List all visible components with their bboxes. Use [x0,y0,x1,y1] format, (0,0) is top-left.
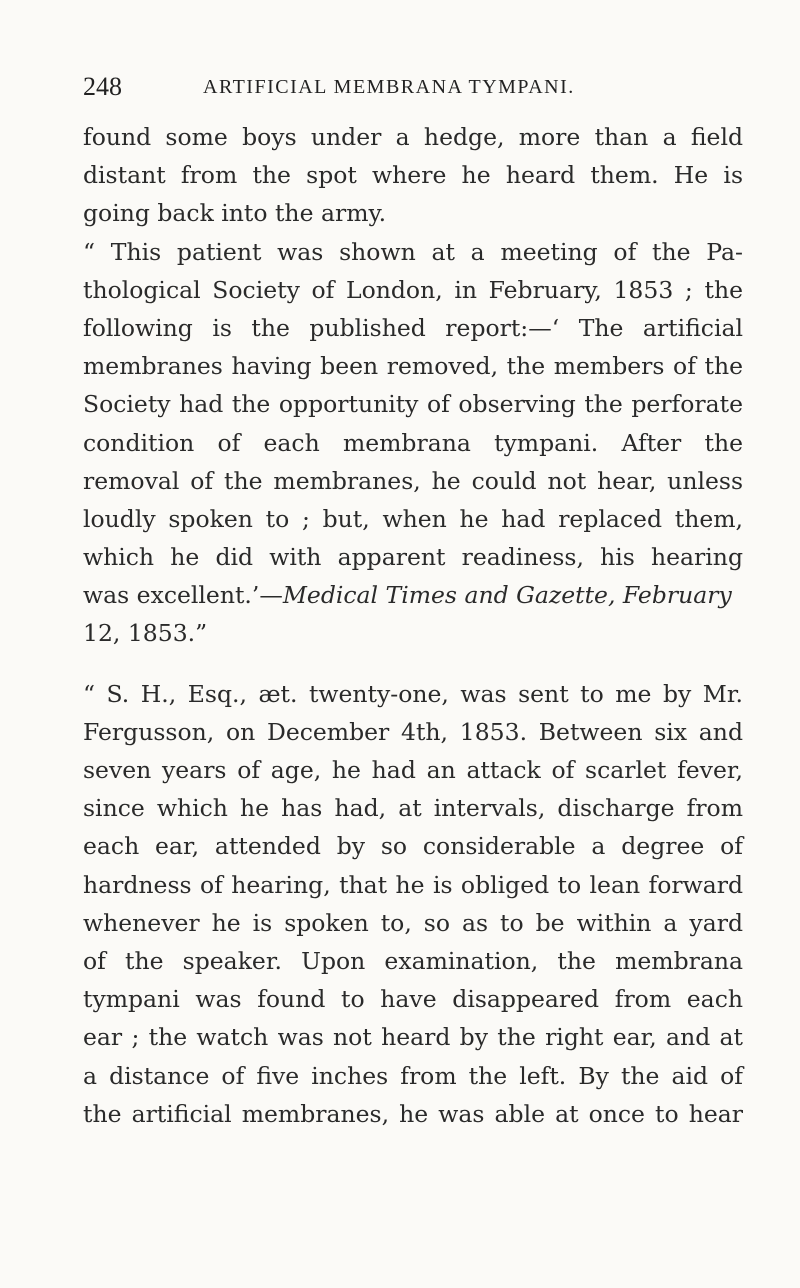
text-line: Fergusson, on December 4th, 1853. Between six and [83,717,743,746]
text-line: condition of each membrana tympani. After the [83,428,743,457]
text-line: each ear, attended by so considerable a degree of [83,832,743,861]
text-line: since which he has had, at intervals, discharge from [83,794,743,823]
text-line [83,576,743,614]
text-line: loudly spoken to ; but, when he had replaced them, [83,504,743,533]
text-line: whenever he is spoken to, so as to be within a yard [83,908,743,937]
text-line: membranes having been removed, the members of the [83,352,743,381]
running-title: ARTIFICIAL MEMBRANA TYMPANI. [203,76,575,98]
text-line: seven years of age, he had an attack of scarlet fever, [83,756,743,784]
text-line: Society had the opportunity of observing the perforate [83,390,743,419]
text-line: found some boys under a hedge, more than a field [83,123,743,151]
text-line: tympani was found to have disappeared from each [83,985,743,1014]
text-line: which he did with apparent readiness, his hearing [83,543,743,572]
text-line: of the speaker. Upon examination, the membrana [83,946,743,975]
citation-title: Medical Times and Gazette, February [282,581,732,610]
text-line: going back into the army. [83,199,387,228]
text-line: thological Society of London, in February, 1853 ; the [83,275,743,304]
paragraph-gap [83,653,743,675]
text-line: the artificial membranes, he was able at once to hear [83,1099,743,1128]
text-line: distant from the spot where he heard them. He is [83,161,743,190]
page-header [83,72,743,106]
page-number: 248 [83,72,122,101]
text-line: “ This patient was shown at a meeting of the Pa- [83,237,743,266]
text-line: removal of the membranes, he could not hear, unless [83,466,743,495]
text-line: ear ; the watch was not heard by the right ear, and at [83,1023,743,1052]
text-line: following is the published report:—‘ The artificial [83,313,743,342]
text-line: 12, 1853.” [83,619,208,648]
text-line: “ S. H., Esq., æt. twenty-one, was sent to me by Mr. [83,679,743,708]
text-line: a distance of five inches from the left. By the aid of [83,1061,743,1090]
text-line: hardness of hearing, that he is obliged to lean forward [83,870,743,899]
body-text [83,118,743,1133]
text-segment: was excellent.’— [83,581,283,610]
